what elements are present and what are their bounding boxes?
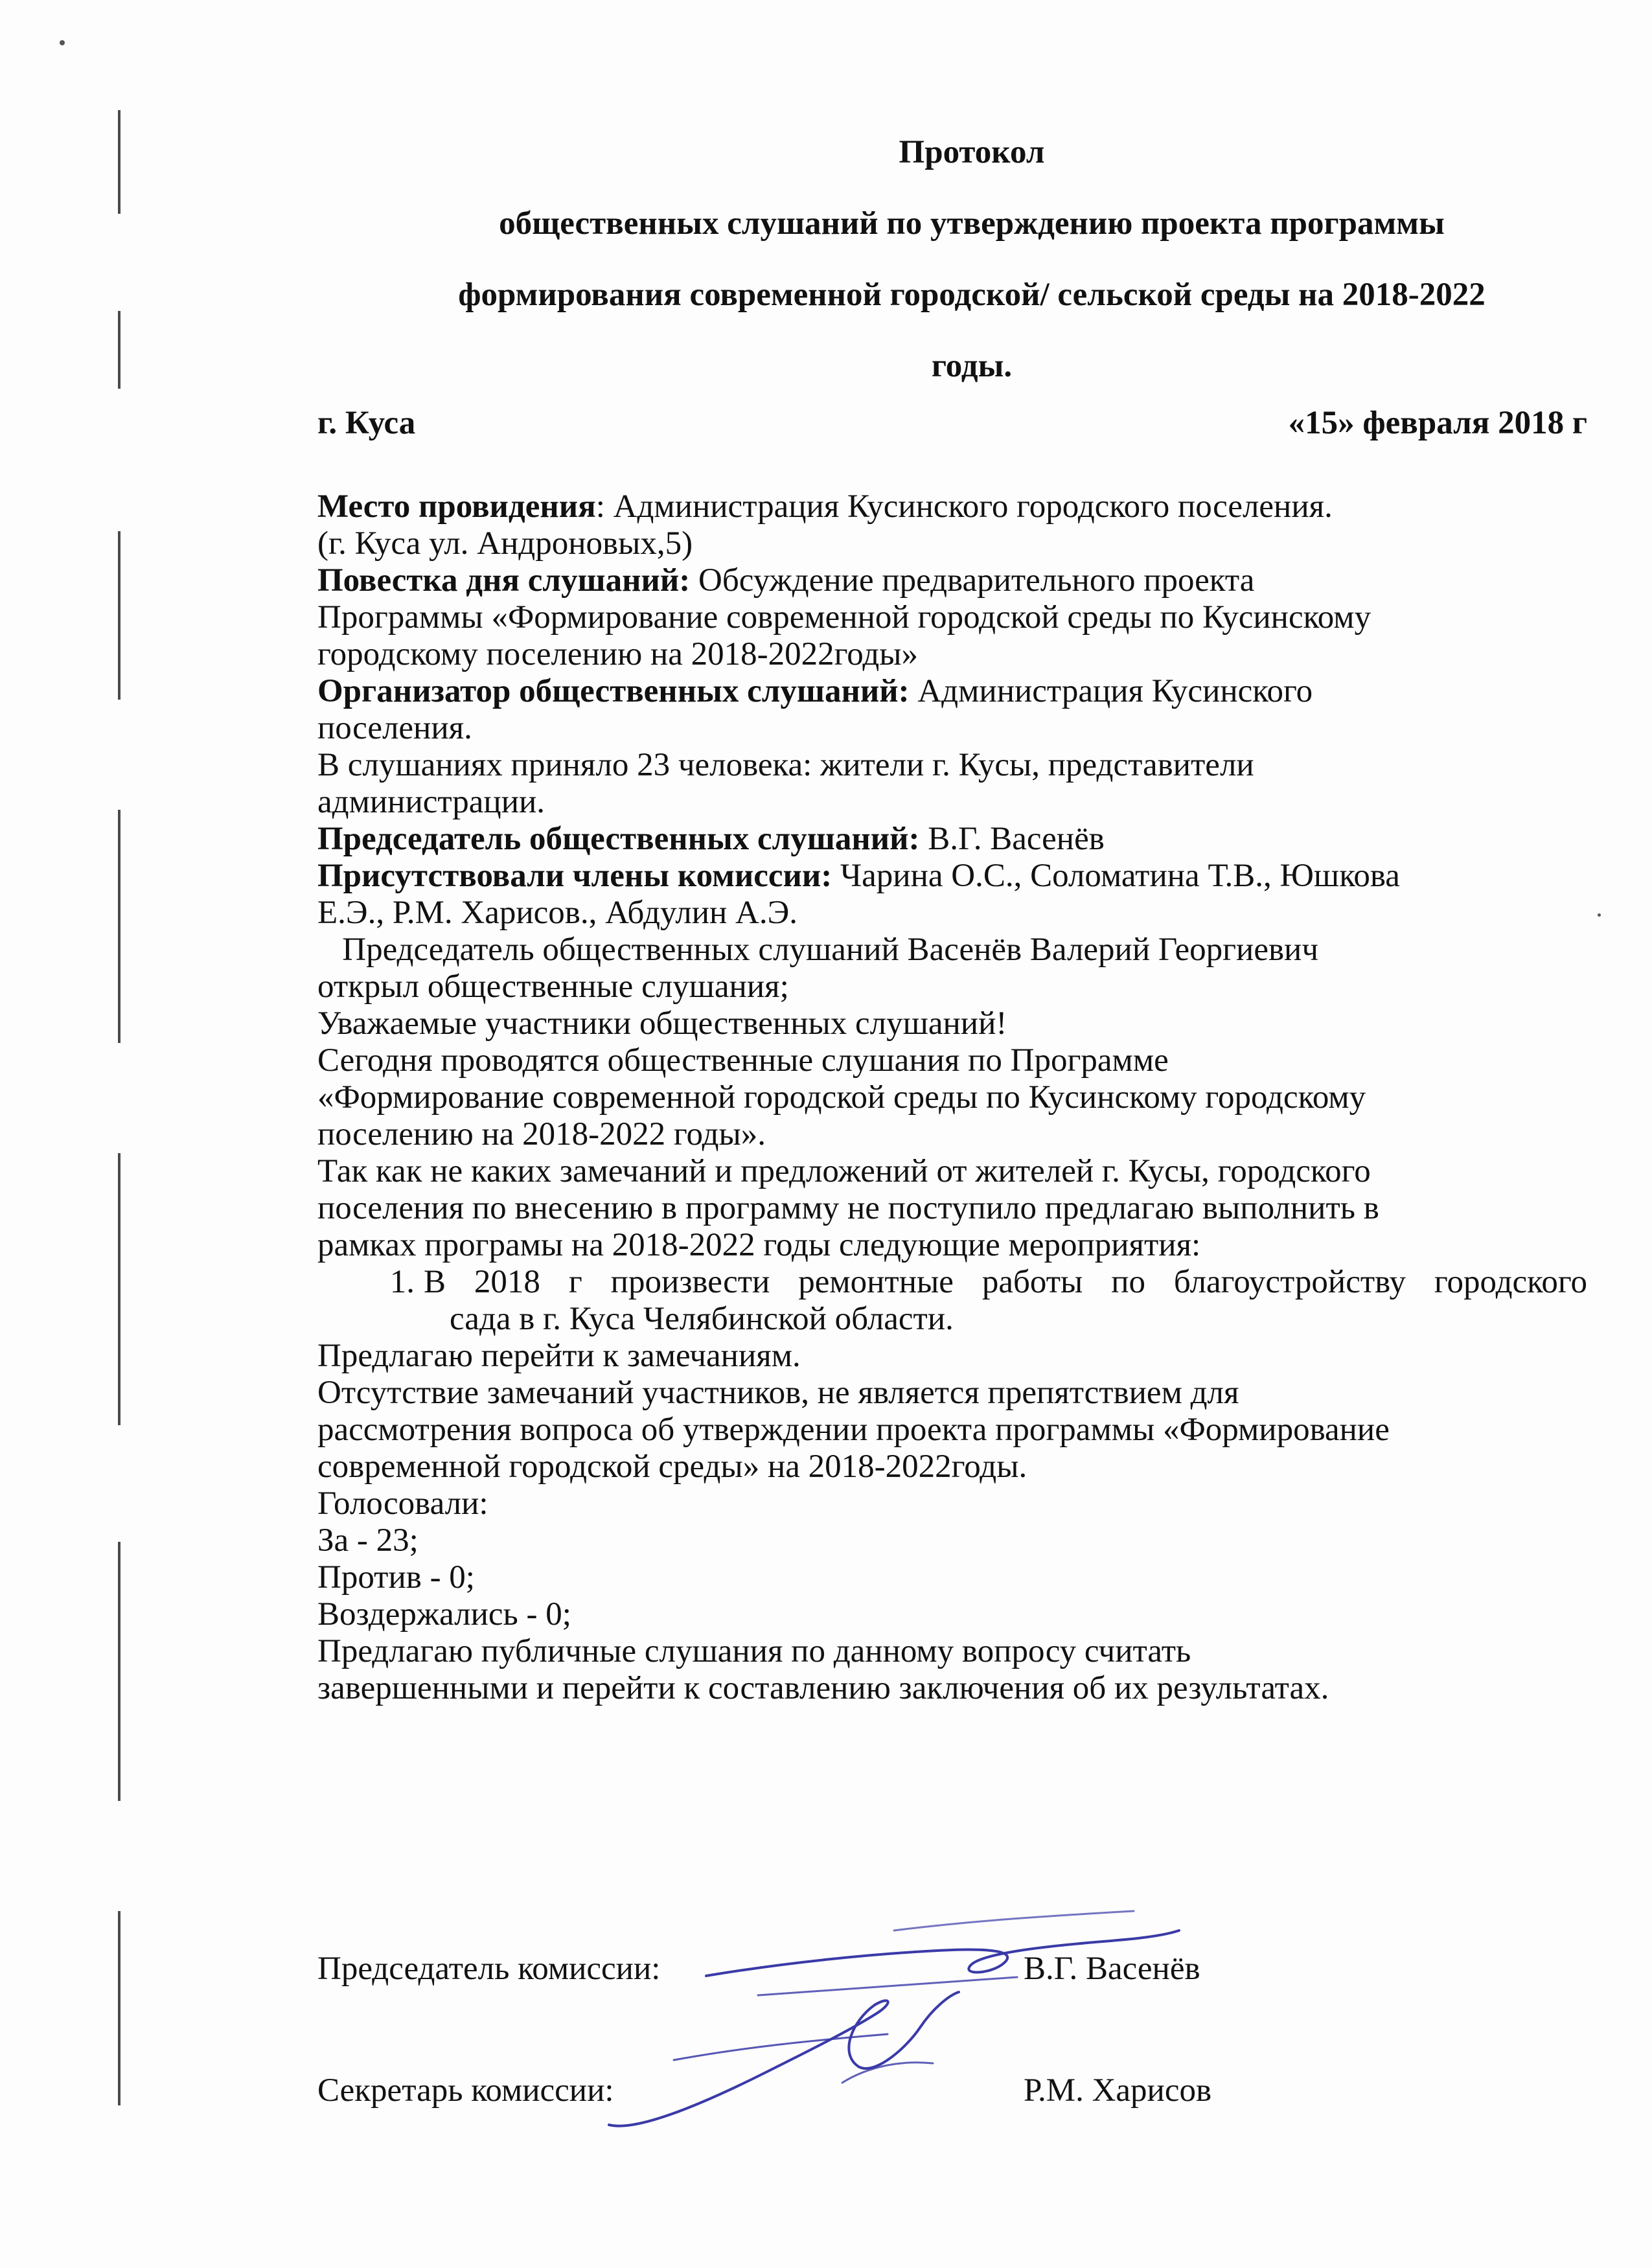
absence-line: Отсутствие замечаний участников, не является препятствием для (317, 1375, 1239, 1411)
title-line: Протокол (899, 134, 1045, 170)
list-item-text (424, 1264, 1587, 1338)
greeting: Уважаемые участники общественных слушаний! (317, 1005, 1007, 1042)
scan-edge-mark (118, 1542, 120, 1801)
venue-address: (г. Куса ул. Андроновых,5) (317, 525, 693, 562)
agenda-text: Обсуждение предварительного проекта (698, 562, 1255, 599)
venue-label: Место провидения (317, 488, 596, 525)
members-text: Чарина О.С., Соломатина Т.В., Юшкова (840, 858, 1400, 894)
venue-text: : Администрация Кусинского городского поселения. (595, 488, 1333, 525)
title-line: годы. (931, 348, 1013, 384)
scan-edge-mark (118, 1153, 120, 1425)
opening-line: открыл общественные слушания; (317, 968, 789, 1005)
chair-name: В.Г. Васенёв (1024, 1951, 1200, 1987)
venue (317, 488, 1587, 525)
today-line: «Формирование современной городской среды по Кусинскому городскому (317, 1079, 1366, 1116)
proposal-line: поселения по внесению в программу не поступило предлагаю выполнить в (317, 1190, 1379, 1226)
participants-line: администрации. (317, 784, 545, 820)
agenda-line: Программы «Формирование современной городской среды по Кусинскому (317, 599, 1371, 636)
proposal-line: Так как не каких замечаний и предложений от жителей г. Кусы, городского (317, 1153, 1371, 1189)
list-item-line: сада в г. Куса Челябинской области. (450, 1301, 954, 1337)
vote-abstain: Воздержались - 0; (317, 1596, 571, 1632)
chair-role: Председатель комиссии: (317, 1951, 661, 1987)
chair-label: Председатель общественных слушаний: (317, 821, 920, 857)
absence-line: современной городской среды» на 2018-2022годы. (317, 1449, 1027, 1485)
list-number: 1. (389, 1264, 415, 1300)
list-item-line: В 2018 г произвести ремонтные работы по благоустройству городского (424, 1264, 1587, 1300)
agenda-label: Повестка дня слушаний: (317, 562, 691, 599)
organizer-line: поселения. (317, 710, 472, 746)
agenda-line (317, 562, 1587, 599)
opening-line: Председатель общественных слушаний Васенёв Валерий Георгиевич (317, 932, 1318, 968)
chair-text: В.Г. Васенёв (928, 821, 1105, 857)
scan-edge-mark (118, 1911, 120, 2105)
scan-edge-mark (118, 311, 120, 389)
organizer-text: Администрация Кусинского (917, 673, 1313, 709)
closing-line: Предлагаю публичные слушания по данному вопросу считать (317, 1633, 1191, 1669)
secretary-role: Секретарь комиссии: (317, 2072, 614, 2109)
protocol-text (317, 488, 1587, 1707)
members-line (317, 858, 1587, 895)
members-line: Е.Э., Р.М. Харисов., Абдулин А.Э. (317, 895, 798, 931)
title-line: формирования современной городской/ сельской среды на 2018-2022 (458, 277, 1486, 313)
today-line: Сегодня проводятся общественные слушания по Программе (317, 1042, 1169, 1079)
scan-speck (60, 40, 65, 45)
proposal-line: рамках програмы на 2018-2022 годы следующие мероприятия: (317, 1227, 1201, 1263)
list-item (317, 1264, 1587, 1338)
title-line: общественных слушаний по утверждению проекта программы (499, 205, 1445, 242)
city: г. Куса (317, 405, 416, 441)
vote-against: Против - 0; (317, 1559, 475, 1596)
today-line: поселению на 2018-2022 годы». (317, 1116, 766, 1152)
organizer-label: Организатор общественных слушаний: (317, 673, 910, 709)
participants-line: В слушаниях приняло 23 человека: жители г. Кусы, представители (317, 747, 1254, 783)
organizer-line (317, 673, 1587, 710)
voted: Голосовали: (317, 1485, 488, 1522)
document-title (356, 117, 1587, 402)
members-label: Присутствовали члены комиссии: (317, 858, 832, 894)
chair-line (317, 821, 1587, 858)
agenda-line: городскому поселению на 2018-2022годы» (317, 636, 919, 672)
scan-edge-mark (118, 110, 120, 214)
place-date-row (317, 404, 1587, 463)
date: «15» февраля 2018 г (1288, 405, 1587, 441)
scan-speck (1598, 913, 1601, 917)
remarks: Предлагаю перейти к замечаниям. (317, 1338, 801, 1374)
closing-line: завершенными и перейти к составлению заключения об их результатах. (317, 1670, 1329, 1706)
scan-edge-mark (118, 531, 120, 700)
vote-for: За - 23; (317, 1522, 419, 1559)
secretary-name: Р.М. Харисов (1024, 2072, 1212, 2109)
scan-edge-mark (118, 810, 120, 1043)
absence-line: рассмотрения вопроса об утверждении проекта программы «Формирование (317, 1412, 1390, 1448)
secretary-handwritten-signature (596, 1969, 998, 2151)
document-body (317, 117, 1587, 1707)
